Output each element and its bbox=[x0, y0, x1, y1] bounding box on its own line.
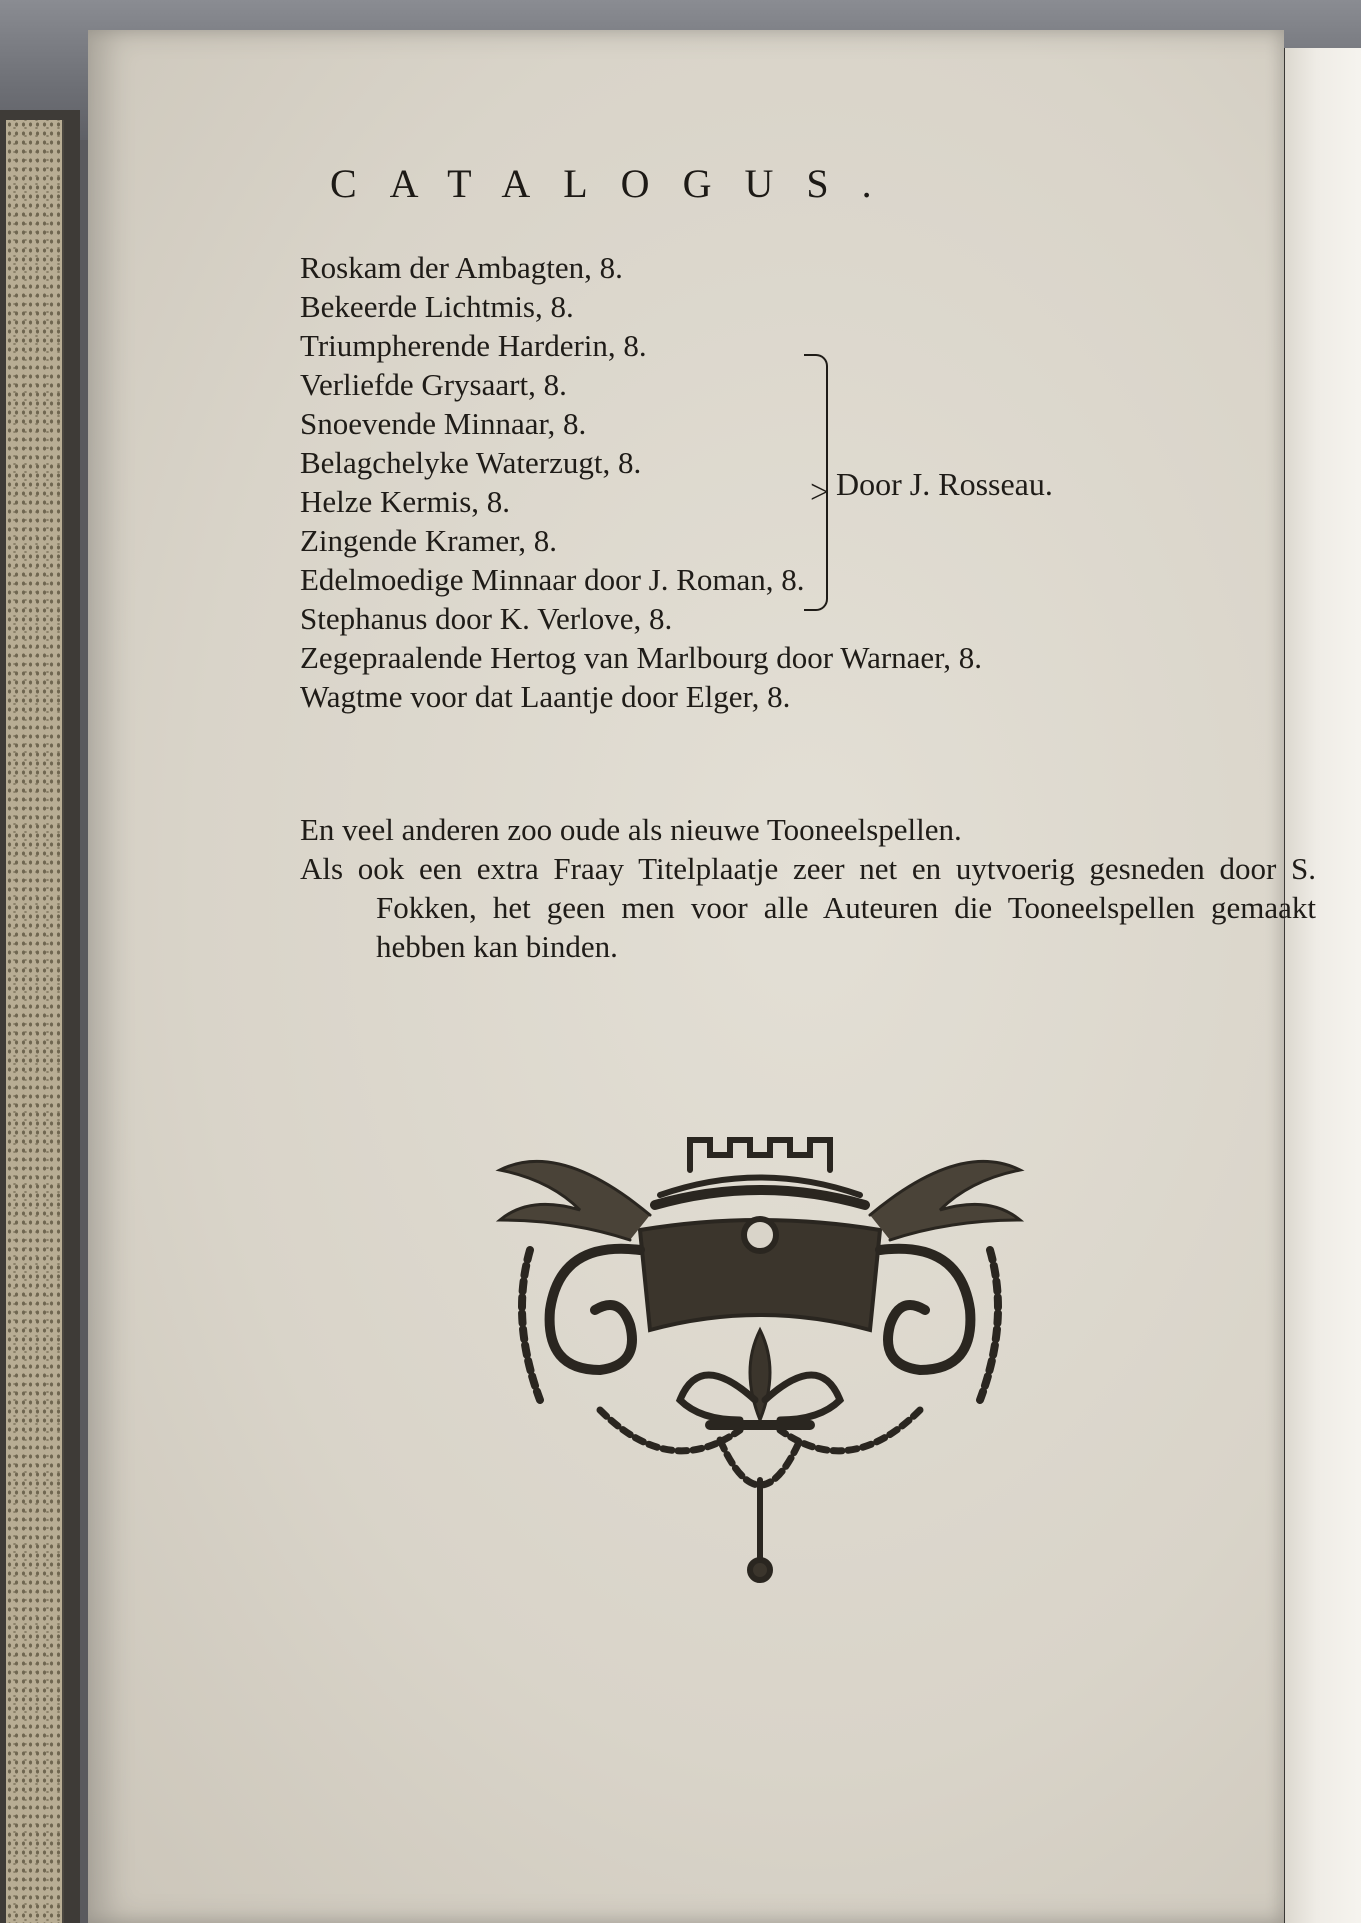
list-item: Bekeerde Lichtmis, 8. bbox=[300, 289, 574, 324]
list-item: Stephanus door K. Verlove, 8. bbox=[300, 601, 673, 636]
fleur-de-lis-crown-ornament-icon bbox=[440, 1100, 1060, 1600]
paragraph-other-plays: En veel anderen zoo oude als nieuwe Tooneelspellen. bbox=[300, 812, 962, 847]
list-item: Verliefde Grysaart, 8. bbox=[300, 367, 567, 402]
list-item: Zegepraalende Hertog van Marlbourg door Warnaer, 8. bbox=[300, 640, 983, 675]
list-item: Belagchelyke Waterzugt, 8. bbox=[300, 445, 642, 480]
facing-page-edge bbox=[1282, 48, 1361, 1923]
page-heading: CATALOGUS. bbox=[330, 161, 905, 206]
brace-point: > bbox=[810, 474, 830, 511]
brace-author-label: Door J. Rosseau. bbox=[836, 466, 1053, 502]
list-item: Triumpherende Harderin, 8. bbox=[300, 328, 647, 363]
paragraph-title-plate: Als ook een extra Fraay Titelplaatje zeer net en uytvoerig gesneden door S. Fokken, het geen men voor alle Auteuren die Tooneelspellen gemaakt hebben kan binden. bbox=[300, 851, 1316, 964]
list-item: Wagtme voor dat Laantje door Elger, 8. bbox=[300, 679, 791, 714]
list-item: Edelmoedige Minnaar door J. Roman, 8. bbox=[300, 562, 805, 597]
list-item: Snoevende Minnaar, 8. bbox=[300, 406, 587, 441]
list-item: Roskam der Ambagten, 8. bbox=[300, 250, 623, 285]
list-item: Helze Kermis, 8. bbox=[300, 484, 511, 519]
speckled-page-edge bbox=[6, 120, 64, 1923]
list-item: Zingende Kramer, 8. bbox=[300, 523, 557, 558]
